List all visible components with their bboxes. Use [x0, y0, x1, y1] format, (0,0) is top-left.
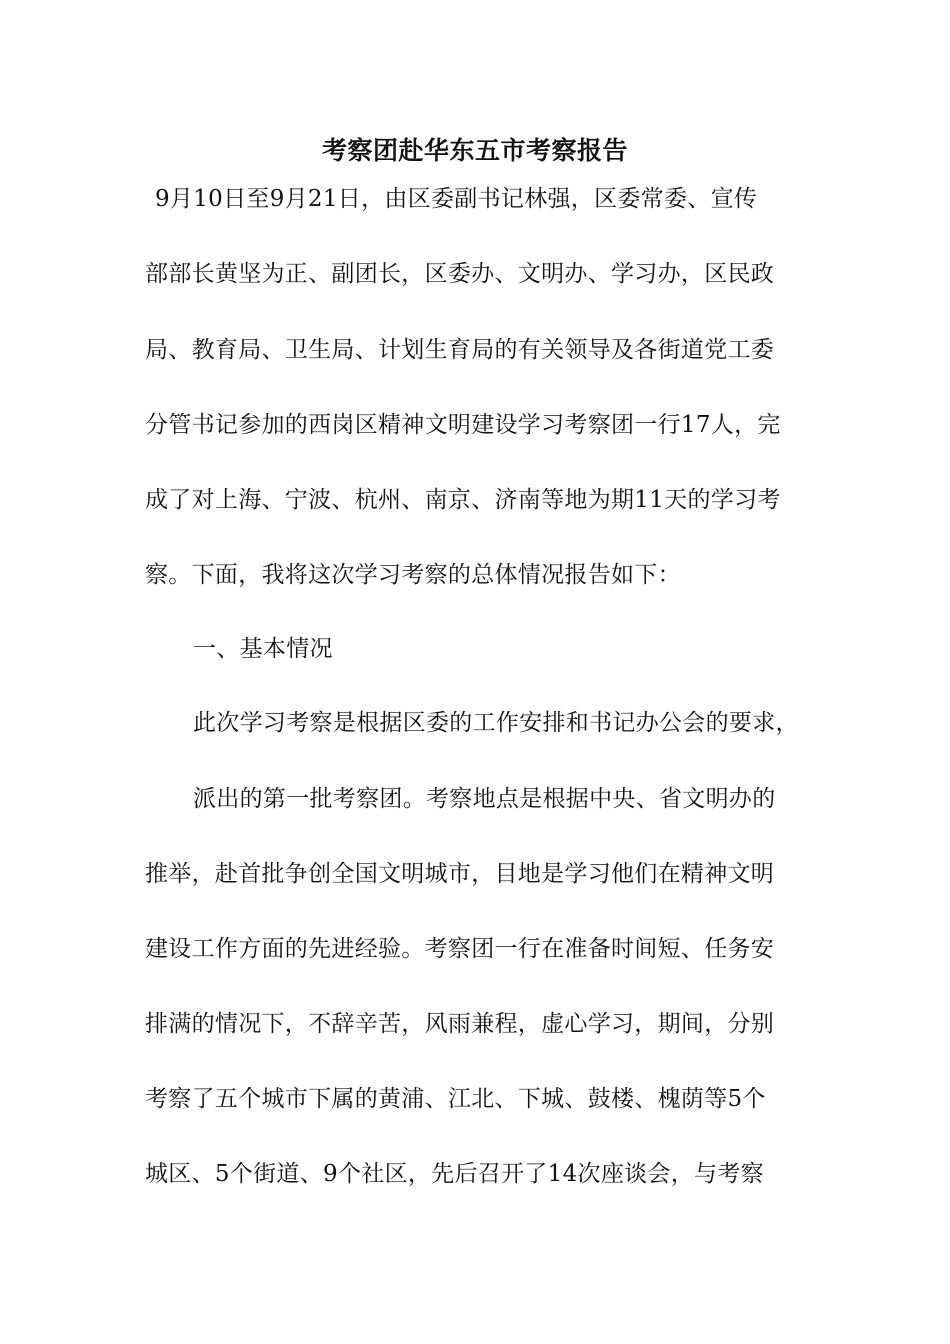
body-line: 察。下面，我将这次学习考察的总体情况报告如下：: [145, 562, 681, 588]
body-line: 城区、5个街道、9个社区，先后召开了14次座谈会，与考察: [145, 1161, 764, 1187]
body-line: 考察了五个城市下属的黄浦、江北、下城、鼓楼、槐荫等5个: [145, 1086, 766, 1112]
body-line: 推举，赴首批争创全国文明城市，目地是学习他们在精神文明: [145, 861, 775, 887]
body-line: 建设工作方面的先进经验。考察团一行在准备时间短、任务安: [145, 936, 775, 962]
body-line: 成了对上海、宁波、杭州、南京、济南等地为期11天的学习考: [145, 487, 781, 513]
body-line: 分管书记参加的西岗区精神文明建设学习考察团一行17人，完: [145, 412, 781, 438]
body-line: 排满的情况下，不辞辛苦，风雨兼程，虚心学习，期间，分别: [145, 1011, 775, 1037]
body-line: 派出的第一批考察团。考察地点是根据中央、省文明办的: [193, 786, 776, 812]
body-line: 局、教育局、卫生局、计划生育局的有关领导及各街道党工委: [145, 337, 775, 363]
section-heading: 一、基本情况: [193, 636, 333, 662]
document-title: 考察团赴华东五市考察报告: [321, 136, 628, 165]
body-line: 此次学习考察是根据区委的工作安排和书记办公会的要求，: [193, 710, 799, 736]
body-line: 9月10日至9月21日，由区委副书记林强，区委常委、宣传: [155, 186, 758, 212]
body-line: 部部长黄坚为正、副团长，区委办、文明办、学习办，区民政: [145, 261, 775, 287]
